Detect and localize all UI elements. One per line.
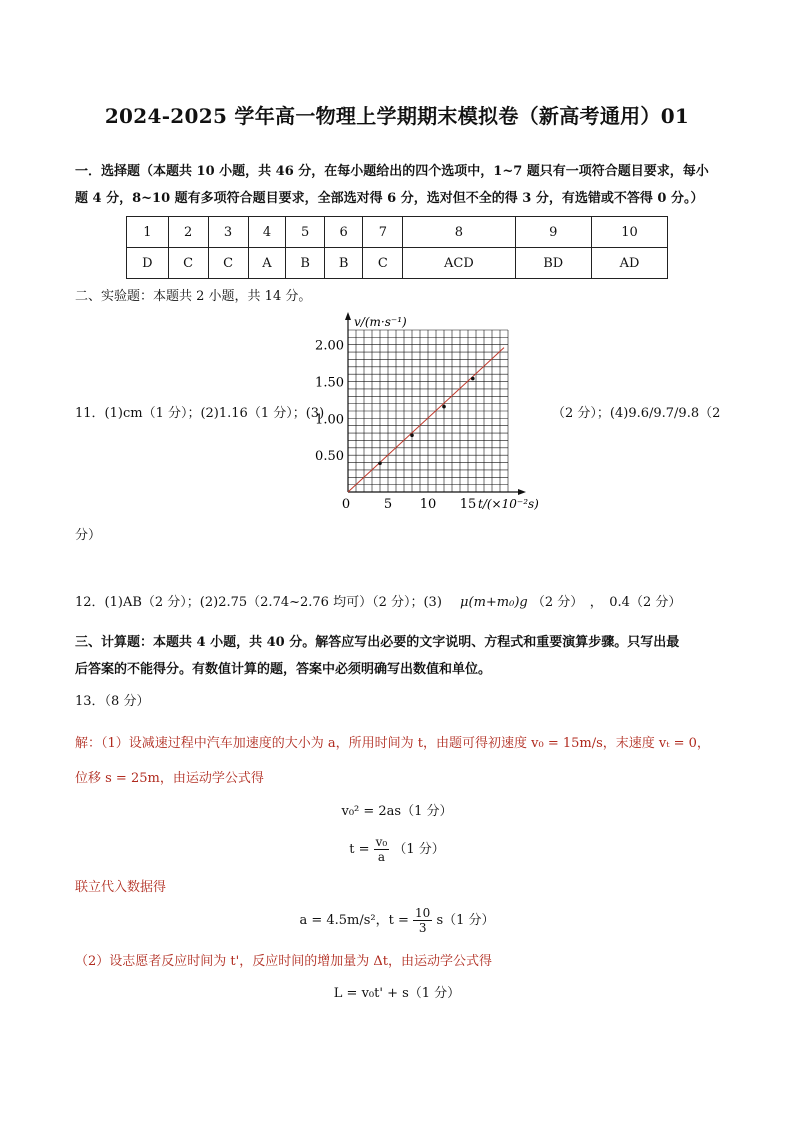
q12-text2: （2 分） ， 0.4（2 分） xyxy=(531,595,682,610)
equation-3 xyxy=(0,906,794,935)
equation-1: v₀² = 2as（1 分） xyxy=(341,804,453,819)
answer-cell: C xyxy=(363,248,403,279)
answer-table-answer-row xyxy=(127,248,668,279)
answer-cell: AD xyxy=(592,248,668,279)
eq2-numerator: v₀ xyxy=(375,835,388,849)
q13-sol-line2: 位移 s = 25m，由运动学公式得 xyxy=(75,771,264,786)
x-axis-label: t/(×10⁻²s) xyxy=(478,497,539,511)
question-number: 9 xyxy=(515,217,592,248)
q11-suffix: （2 分）；(4)9.6/9.7/9.8（2 xyxy=(552,406,721,421)
y-axis-arrow xyxy=(345,312,351,320)
answer-cell: C xyxy=(168,248,208,279)
question-number: 5 xyxy=(286,217,325,248)
section1-line1: 一．选择题（本题共 10 小题，共 46 分，在每小题给出的四个选项中，1~7 题只有一项符合题目要求，每小 xyxy=(75,164,709,179)
question-number: 7 xyxy=(363,217,403,248)
answer-table-number-row xyxy=(127,217,668,248)
section3-instructions xyxy=(75,629,735,683)
section3-line2: 后答案的不能得分。有数值计算的题，答案中必须明确写出数值和单位。 xyxy=(75,662,492,677)
q11-prefix: 11．(1)cm（1 分）；(2)1.16（1 分）；(3) xyxy=(75,406,325,421)
section2-heading: 二、实验题：本题共 2 小题，共 14 分。 xyxy=(75,289,312,304)
answer-cell: C xyxy=(208,248,248,279)
velocity-time-chart xyxy=(310,312,550,518)
q12-text: 12．(1)AB（2 分）；(2)2.75（2.74~2.76 均可）（2 分）；(3) xyxy=(75,595,442,610)
equation-4: L = v₀t' + s（1 分） xyxy=(333,986,461,1001)
q13-sol-line1: 解：（1）设减速过程中汽车加速度的大小为 a，所用时间为 t，由题可得初速度 v₀ = 15m/s，末速度 vₜ = 0， xyxy=(75,736,710,751)
answer-cell: BD xyxy=(515,248,592,279)
answer-table xyxy=(126,216,668,279)
x-tick-labels xyxy=(342,497,476,512)
eq3-denominator: 3 xyxy=(418,921,427,935)
q11-tail: 分） xyxy=(75,528,102,543)
eq2-denominator: a xyxy=(377,850,385,864)
answer-cell: B xyxy=(324,248,363,279)
question-number: 10 xyxy=(592,217,668,248)
x-tick-label: 10 xyxy=(419,497,437,512)
question-number: 3 xyxy=(208,217,248,248)
y-tick-label: 0.50 xyxy=(315,449,344,465)
eq2-fraction xyxy=(374,835,390,864)
data-point xyxy=(471,377,475,381)
section1-instructions xyxy=(75,158,735,212)
eq3-a: a = 4.5m/s²，t = xyxy=(299,913,409,928)
q13-part2: （2）设志愿者反应时间为 t'，反应时间的增加量为 Δt，由运动学公式得 xyxy=(75,954,492,969)
eq3-numerator: 10 xyxy=(415,906,431,920)
equation-2 xyxy=(0,835,794,864)
x-axis-arrow xyxy=(518,489,526,495)
data-point xyxy=(442,405,446,409)
question-number: 8 xyxy=(403,217,515,248)
answer-cell: ACD xyxy=(403,248,515,279)
q13-solution-intro xyxy=(75,726,735,796)
question-number: 2 xyxy=(168,217,208,248)
q12-answer xyxy=(75,589,681,616)
eq3-fraction xyxy=(413,906,432,935)
y-tick-label: 1.50 xyxy=(315,375,344,391)
y-tick-labels xyxy=(315,339,344,464)
combine-text: 联立代入数据得 xyxy=(75,880,167,895)
data-point xyxy=(378,461,382,465)
data-point xyxy=(410,434,414,438)
question-number: 6 xyxy=(324,217,363,248)
x-tick-label: 0 xyxy=(341,497,351,512)
q13-heading: 13．（8 分） xyxy=(75,694,150,709)
q12-formula: μ(m+m₀)g xyxy=(460,595,528,610)
fit-line xyxy=(348,348,504,492)
y-axis-label: v/(m·s⁻¹) xyxy=(354,315,407,329)
y-tick-label: 2.00 xyxy=(315,338,344,354)
section1-line2: 题 4 分，8~10 题有多项符合题目要求，全部选对得 6 分，选对但不全的得 3 分，有选错或不答得 0 分。） xyxy=(75,191,704,206)
answer-cell: A xyxy=(248,248,286,279)
y-tick-label: 1.00 xyxy=(315,412,344,428)
eq2-score: （1 分） xyxy=(393,842,445,857)
question-number: 1 xyxy=(127,217,169,248)
eq3-tail: s（1 分） xyxy=(436,913,495,928)
answer-cell: B xyxy=(286,248,325,279)
answer-cell: D xyxy=(127,248,169,279)
x-tick-label: 15 xyxy=(459,497,477,512)
x-tick-label: 5 xyxy=(383,497,393,512)
page-title: 2024-2025 学年高一物理上学期期末模拟卷（新高考通用）01 xyxy=(104,104,690,128)
eq2-lhs: t = xyxy=(349,842,370,857)
chart-grid xyxy=(348,330,508,492)
question-number: 4 xyxy=(248,217,286,248)
section3-line1: 三、计算题：本题共 4 小题，共 40 分。解答应写出必要的文字说明、方程式和重要演算步骤。只写出最 xyxy=(75,635,680,650)
